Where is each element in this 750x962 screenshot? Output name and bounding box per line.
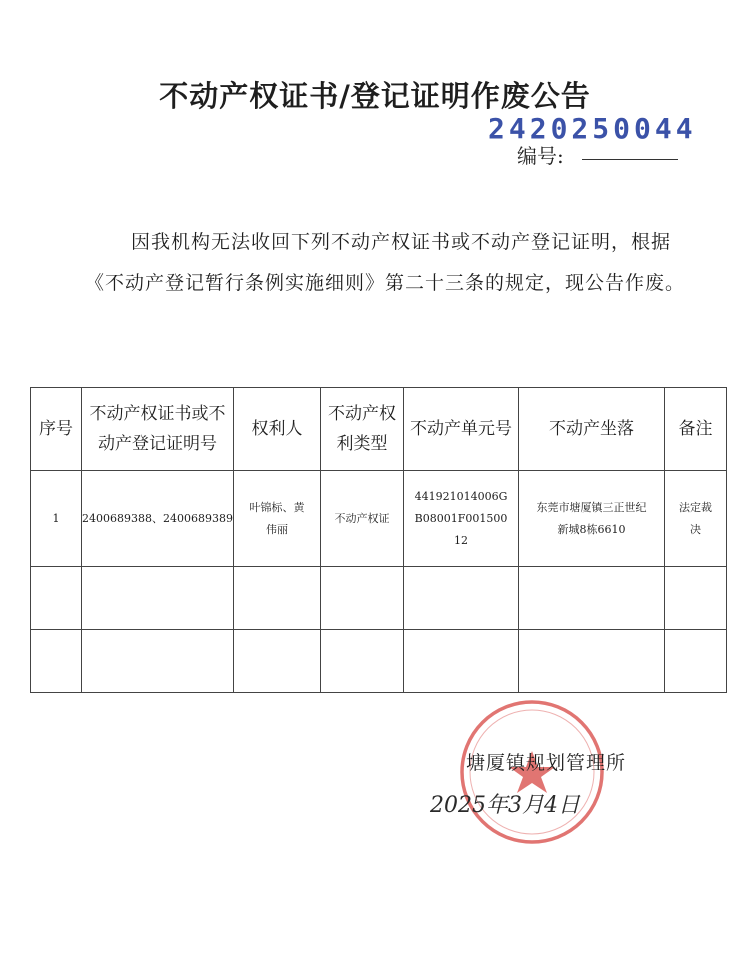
empty-cell <box>82 630 234 693</box>
cell-right-holder: 叶锦标、黄伟丽 <box>234 471 321 567</box>
table-row <box>31 567 727 630</box>
empty-cell <box>234 567 321 630</box>
notice-title: 不动产权证书/登记证明作废公告 <box>159 79 591 113</box>
header-right-holder: 权利人 <box>234 388 321 471</box>
header-location: 不动产坐落 <box>519 388 665 471</box>
signature-date: 2025年3月4日 <box>430 793 580 818</box>
empty-cell <box>31 567 82 630</box>
table-row <box>31 471 727 567</box>
empty-cell <box>234 630 321 693</box>
issuing-organization: 塘厦镇规划管理所 <box>466 752 627 774</box>
empty-cell <box>321 567 404 630</box>
cell-remark: 法定裁决 <box>665 471 727 567</box>
cell-unit-number: 441921014006GB08001F00150012 <box>404 471 519 567</box>
empty-cell <box>665 630 727 693</box>
cell-certificate-number: 2400689388、2400689389 <box>82 471 234 567</box>
empty-cell <box>404 630 519 693</box>
notice-body: 因我机构无法收回下列不动产权证书或不动产登记证明，根据《不动产登记暂行条例实施细则》第二十三条的规定，现公告作废。 <box>85 231 686 294</box>
cell-right-type: 不动产权证 <box>321 471 404 567</box>
empty-cell <box>82 567 234 630</box>
cell-location: 东莞市塘厦镇三正世纪新城8栋6610 <box>519 471 665 567</box>
stamped-number: 2420250044 <box>488 112 697 145</box>
header-index: 序号 <box>31 388 82 471</box>
empty-cell <box>404 567 519 630</box>
empty-cell <box>665 567 727 630</box>
header-certificate-number: 不动产权证书或不动产登记证明号 <box>82 388 234 471</box>
cell-index: 1 <box>31 471 82 567</box>
empty-cell <box>519 567 665 630</box>
table-header-row <box>31 388 727 471</box>
header-remark: 备注 <box>665 388 727 471</box>
header-right-type: 不动产权利类型 <box>321 388 404 471</box>
empty-cell <box>31 630 82 693</box>
number-underline <box>582 159 678 160</box>
header-unit-number: 不动产单元号 <box>404 388 519 471</box>
empty-cell <box>519 630 665 693</box>
certificate-table <box>30 387 727 693</box>
table-row <box>31 630 727 693</box>
empty-cell <box>321 630 404 693</box>
number-label: 编号: <box>517 144 564 168</box>
